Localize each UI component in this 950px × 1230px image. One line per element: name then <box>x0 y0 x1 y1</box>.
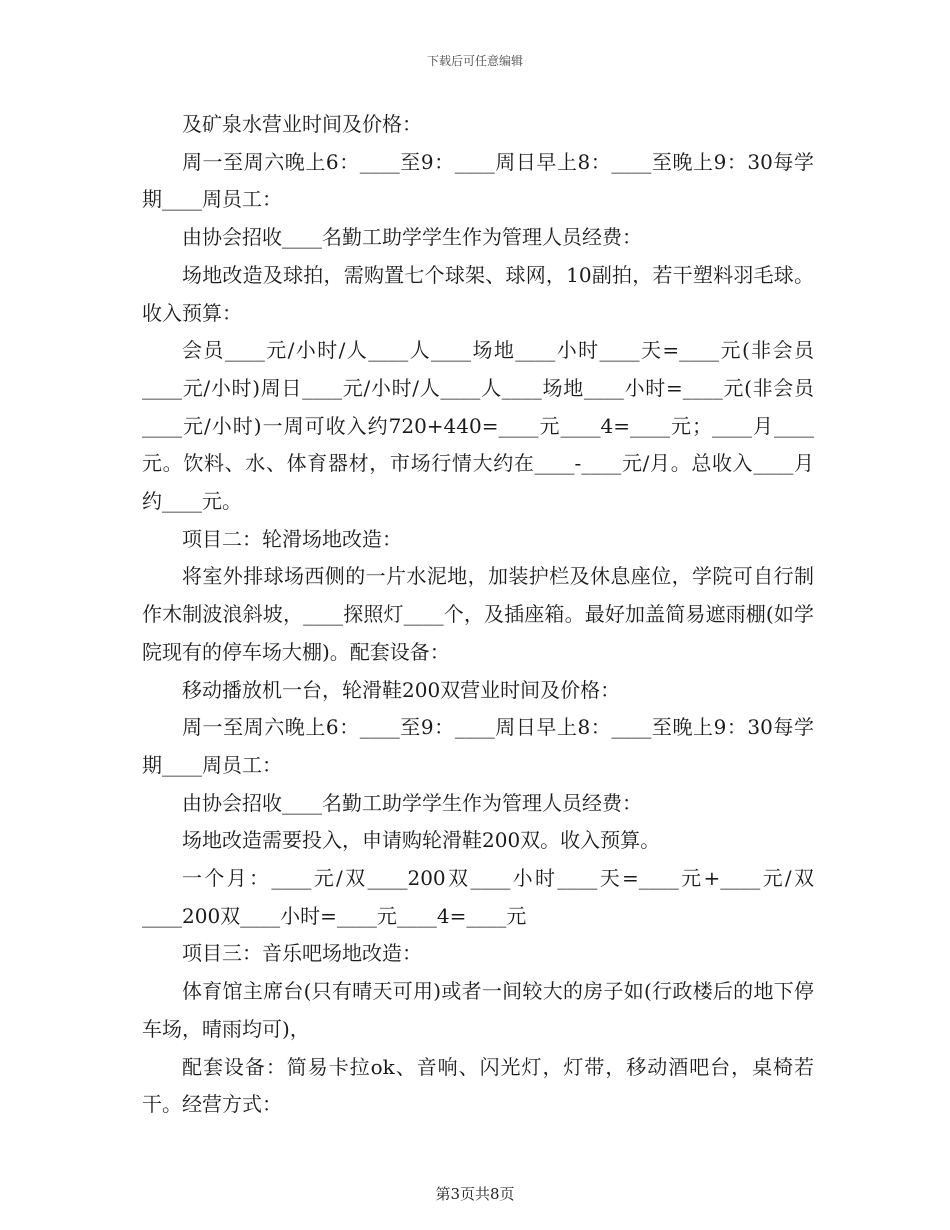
paragraph-9: 周一至周六晚上6：____至9：____周日早上8：____至晚上9：30每学期____周员工： <box>142 715 814 777</box>
paragraph-14: 体育馆主席台(只有晴天可用)或者一间较大的房子如(行政楼后的地下停车场，晴雨均可)， <box>142 979 814 1041</box>
paragraph-8: 移动播放机一台，轮滑鞋200双营业时间及价格： <box>182 677 621 702</box>
paragraph-15: 配套设备：简易卡拉ok、音响、闪光灯，灯带，移动酒吧台，桌椅若干。经营方式： <box>142 1054 814 1117</box>
paragraph-5: 会员____元/小时/人____人____场地____小时____天=____元(非会员____元/小时)周日____元/小时/人____人____场地____小时=____元(非会员____元/小时)一周可收入约720+440=____元____4=____元；____月____元。饮料、水、体育器材，市场行情大约在____-____元/月。总收入____月约____元。 <box>142 338 814 514</box>
page-header: 下载后可任意编辑 <box>426 54 523 68</box>
paragraph-12: 一个月：____元/双____200双____小时____天=____元+____元/双____200双____小时=____元____4=____元 <box>142 866 814 928</box>
paragraph-3: 由协会招收____名勤工助学学生作为管理人员经费： <box>182 225 642 250</box>
section-heading-project-2: 项目二：轮滑场地改造： <box>182 526 402 551</box>
paragraph-1: 及矿泉水营业时间及价格： <box>182 112 422 136</box>
paragraph-7: 将室外排球场西侧的一片水泥地，加装护栏及休息座位，学院可自行制作木制波浪斜坡，____探照灯____个，及插座箱。最好加盖简易遮雨棚(如学院现有的停车场大棚)。配套设备： <box>142 564 814 664</box>
paragraph-4: 场地改造及球拍，需购置七个球架、球网，10副拍，若干塑料羽毛球。收入预算： <box>142 262 814 325</box>
paragraph-2: 周一至周六晚上6：____至9：____周日早上8：____至晚上9：30每学期____周员工： <box>142 149 814 212</box>
page-number: 第3页共8页 <box>435 1185 515 1203</box>
section-heading-project-3: 项目三：音乐吧场地改造： <box>182 941 422 966</box>
paragraph-11: 场地改造需要投入，申请购轮滑鞋200双。收入预算。 <box>182 828 661 853</box>
paragraph-10: 由协会招收____名勤工助学学生作为管理人员经费： <box>182 790 642 815</box>
document-body <box>142 106 814 1124</box>
